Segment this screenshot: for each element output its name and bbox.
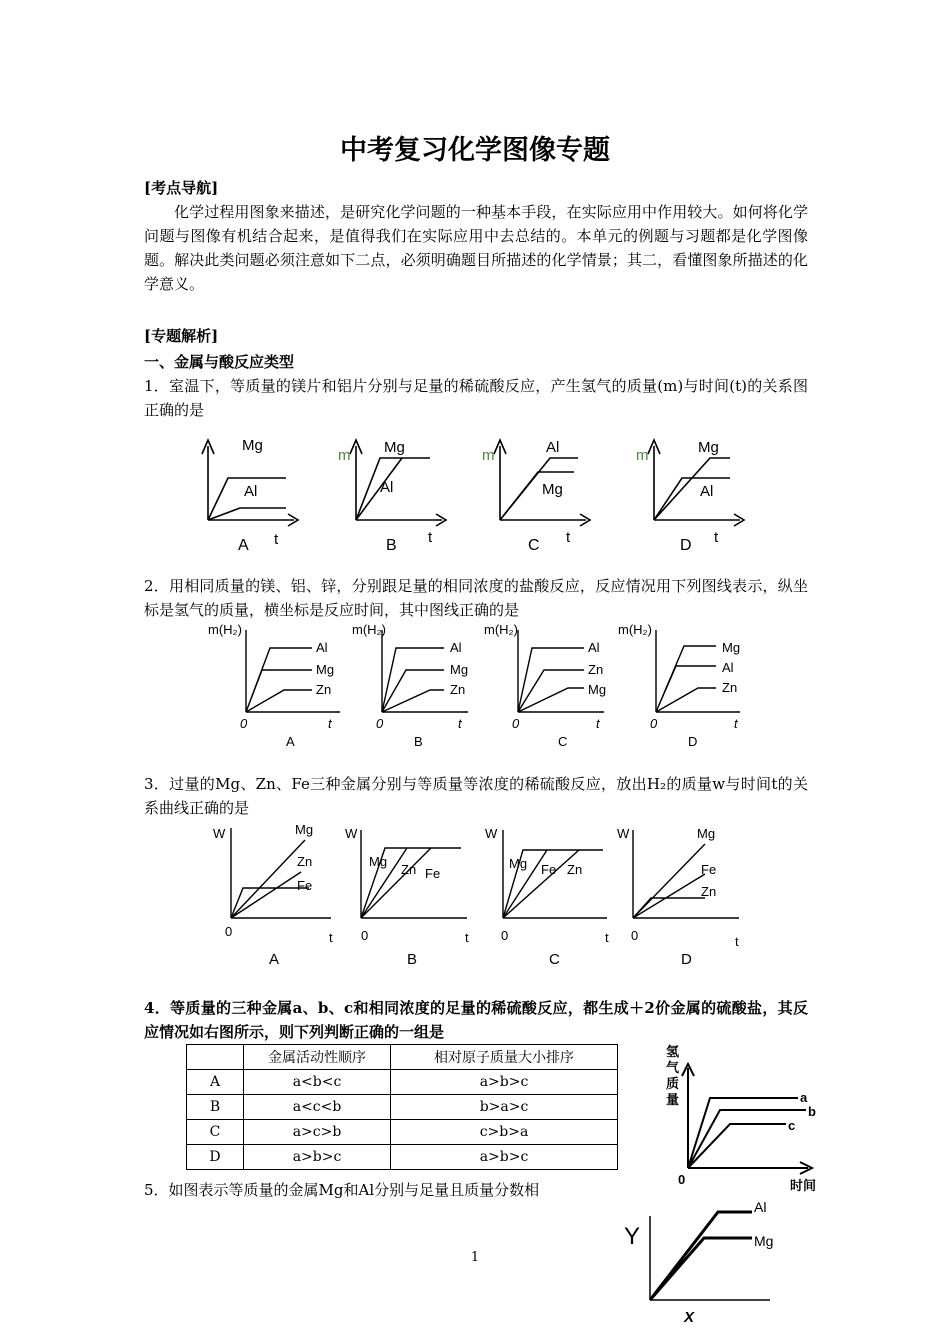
question-1: 1．室温下，等质量的镁片和铝片分别与足量的稀硫酸反应，产生氢气的质量(m)与时间(t)的关系图正确的是 bbox=[144, 377, 808, 419]
q3-option-d: D bbox=[681, 951, 692, 968]
table-row bbox=[187, 1070, 618, 1095]
table-header-cell: 金属活动性顺序 bbox=[244, 1045, 391, 1070]
q2d-t: t bbox=[734, 716, 738, 731]
q1c-mg-label: Mg bbox=[542, 481, 563, 498]
q1c-m-label: m bbox=[482, 447, 495, 464]
q3b-fe: Fe bbox=[425, 866, 441, 881]
q1a-al-label: Al bbox=[244, 483, 258, 500]
q2d-zero: 0 bbox=[650, 716, 658, 731]
q2-option-a: A bbox=[286, 734, 295, 749]
question-2: 2．用相同质量的镁、铝、锌，分别跟足量的相同浓度的盐酸反应，反应情况用下列图线表示，纵坐标是氢气的质量，横坐标是反应时间，其中图线正确的是 bbox=[144, 577, 808, 619]
q4-ylabel-2: 气 bbox=[666, 1060, 680, 1075]
q4-table bbox=[186, 1044, 618, 1170]
q3d-zero: 0 bbox=[631, 928, 639, 943]
table-cell: b>a>c bbox=[391, 1095, 618, 1120]
q2c-t: t bbox=[596, 716, 600, 731]
q2d-al: Al bbox=[722, 660, 734, 675]
q4-zero: 0 bbox=[678, 1172, 686, 1187]
table-header-row bbox=[187, 1045, 618, 1070]
q1-option-b: B bbox=[386, 537, 397, 554]
q1c-al-label: Al bbox=[546, 439, 560, 456]
q3b-zero: 0 bbox=[361, 928, 369, 943]
q5-x-axis: X bbox=[684, 1309, 695, 1326]
q3b-t: t bbox=[465, 930, 469, 945]
q3d-fe: Fe bbox=[701, 862, 717, 877]
q2a-t: t bbox=[328, 716, 332, 731]
question-3: 3．过量的Mg、Zn、Fe三种金属分别与等质量等浓度的稀硫酸反应，放出H₂的质量w与时间t的关系曲线正确的是 bbox=[144, 775, 808, 817]
q1b-mg-label: Mg bbox=[384, 439, 405, 456]
q1-option-a: A bbox=[238, 537, 249, 554]
q2d-zn: Zn bbox=[722, 680, 738, 695]
q5-figure bbox=[620, 1196, 790, 1344]
section-analysis-heading: [专题解析] bbox=[144, 327, 219, 345]
q3a-zero: 0 bbox=[225, 924, 233, 939]
table-cell: a>b>c bbox=[391, 1070, 618, 1095]
question-5: 5．如图表示等质量的金属Mg和Al分别与足量且质量分数相 bbox=[144, 1181, 540, 1199]
q3-option-a: A bbox=[269, 951, 280, 968]
q3d-mg: Mg bbox=[697, 826, 716, 841]
q2-option-b: B bbox=[414, 734, 423, 749]
q1a-mg-label: Mg bbox=[242, 437, 263, 454]
q2b-y-label: m(H₂) bbox=[352, 622, 386, 637]
q2a-mg: Mg bbox=[316, 662, 335, 677]
q1a-t-label: t bbox=[274, 531, 279, 548]
table-cell: a<c<b bbox=[244, 1095, 391, 1120]
q4-xlabel: 时间 bbox=[790, 1178, 817, 1193]
q5-y-axis: Y bbox=[624, 1223, 641, 1250]
table-header-cell: 相对原子质量大小排序 bbox=[391, 1045, 618, 1070]
q1d-mg-label: Mg bbox=[698, 439, 719, 456]
q3-option-b: B bbox=[407, 951, 418, 968]
table-row bbox=[187, 1145, 618, 1170]
q4-label-a: a bbox=[800, 1090, 808, 1105]
q1d-m-label: m bbox=[636, 447, 649, 464]
table-row bbox=[187, 1095, 618, 1120]
q3c-zero: 0 bbox=[501, 928, 509, 943]
table-cell: a<b<c bbox=[244, 1070, 391, 1095]
q4-ylabel-1: 氢 bbox=[666, 1044, 680, 1059]
q3a-zn: Zn bbox=[297, 854, 313, 869]
table-cell: C bbox=[187, 1120, 244, 1145]
table-cell: a>c>b bbox=[244, 1120, 391, 1145]
q1-figure bbox=[190, 430, 750, 560]
q3b-mg: Mg bbox=[369, 854, 388, 869]
question-4: 4．等质量的三种金属a、b、c和相同浓度的足量的稀硫酸反应，都生成＋2价金属的硫酸盐，其反应情况如右图所示，则下列判断正确的一组是 bbox=[144, 999, 808, 1041]
q2b-al: Al bbox=[450, 640, 462, 655]
page-title: 中考复习化学图像专题 bbox=[340, 135, 610, 166]
q2c-zero: 0 bbox=[512, 716, 520, 731]
q2c-al: Al bbox=[588, 640, 600, 655]
q1-option-d: D bbox=[680, 537, 692, 554]
page-number: 1 bbox=[470, 1250, 480, 1265]
table-cell: B bbox=[187, 1095, 244, 1120]
q3b-w: W bbox=[345, 826, 358, 841]
q2b-mg: Mg bbox=[450, 662, 469, 677]
q3a-t: t bbox=[329, 930, 333, 945]
table-cell: a>b>c bbox=[244, 1145, 391, 1170]
q5-mg-label: Mg bbox=[754, 1233, 774, 1249]
q3c-mg: Mg bbox=[509, 856, 528, 871]
q3-option-c: C bbox=[549, 951, 560, 968]
section-nav-heading: [考点导航] bbox=[144, 179, 219, 197]
q3d-zn: Zn bbox=[701, 884, 717, 899]
q3c-fe: Fe bbox=[541, 862, 557, 877]
q4-label-b: b bbox=[808, 1104, 816, 1119]
q3-figure bbox=[205, 818, 750, 970]
q1b-m-label: m bbox=[338, 447, 351, 464]
q2-option-d: D bbox=[688, 734, 698, 749]
q2c-mg: Mg bbox=[588, 682, 607, 697]
q2a-y-label: m(H₂) bbox=[208, 622, 242, 637]
q2a-al: Al bbox=[316, 640, 328, 655]
q4-ylabel-4: 量 bbox=[666, 1092, 680, 1107]
q1-option-c: C bbox=[528, 537, 540, 554]
q2d-mg: Mg bbox=[722, 640, 741, 655]
q4-ylabel-3: 质 bbox=[666, 1076, 680, 1091]
table-cell: c>b>a bbox=[391, 1120, 618, 1145]
q2-option-c: C bbox=[558, 734, 568, 749]
q3d-t: t bbox=[735, 934, 739, 949]
table-cell: a>b>c bbox=[391, 1145, 618, 1170]
q1d-t-label: t bbox=[714, 529, 719, 546]
q2b-zero: 0 bbox=[376, 716, 384, 731]
q2b-t: t bbox=[458, 716, 462, 731]
q1d-al-label: Al bbox=[700, 483, 714, 500]
q3d-w: W bbox=[617, 826, 630, 841]
table-cell: A bbox=[187, 1070, 244, 1095]
q3c-w: W bbox=[485, 826, 498, 841]
q2a-zero: 0 bbox=[240, 716, 248, 731]
q3a-w: W bbox=[213, 826, 226, 841]
table-cell: D bbox=[187, 1145, 244, 1170]
q4-label-c: c bbox=[788, 1118, 796, 1133]
q5-al-label: Al bbox=[754, 1199, 767, 1215]
q2-figure bbox=[200, 618, 760, 756]
q1c-t-label: t bbox=[566, 529, 571, 546]
intro-paragraph: 化学过程用图象来描述，是研究化学问题的一种基本手段，在实际应用中作用较大。如何将化学问题与图像有机结合起来，是值得我们在实际应用中去总结的。本单元的例题与习题都是化学图像题。解决此类问题必须注意如下二点，必须明确题目所描述的化学情景；其二，看懂图象所描述的化学意义。 bbox=[144, 203, 808, 293]
q2d-y-label: m(H₂) bbox=[618, 622, 652, 637]
q4-figure bbox=[660, 1040, 830, 1198]
q2c-y-label: m(H₂) bbox=[484, 622, 518, 637]
q1b-t-label: t bbox=[428, 529, 433, 546]
subsection-heading: 一、金属与酸反应类型 bbox=[144, 353, 295, 371]
q3b-zn: Zn bbox=[401, 862, 417, 877]
q2c-zn: Zn bbox=[588, 662, 604, 677]
table-row bbox=[187, 1120, 618, 1145]
q2b-zn: Zn bbox=[450, 682, 466, 697]
q3a-mg: Mg bbox=[295, 822, 314, 837]
q3c-t: t bbox=[605, 930, 609, 945]
q2a-zn: Zn bbox=[316, 682, 332, 697]
q1b-al-label: Al bbox=[380, 479, 394, 496]
q3a-fe: Fe bbox=[297, 878, 313, 893]
q3c-zn: Zn bbox=[567, 862, 583, 877]
table-header-cell bbox=[187, 1045, 244, 1070]
